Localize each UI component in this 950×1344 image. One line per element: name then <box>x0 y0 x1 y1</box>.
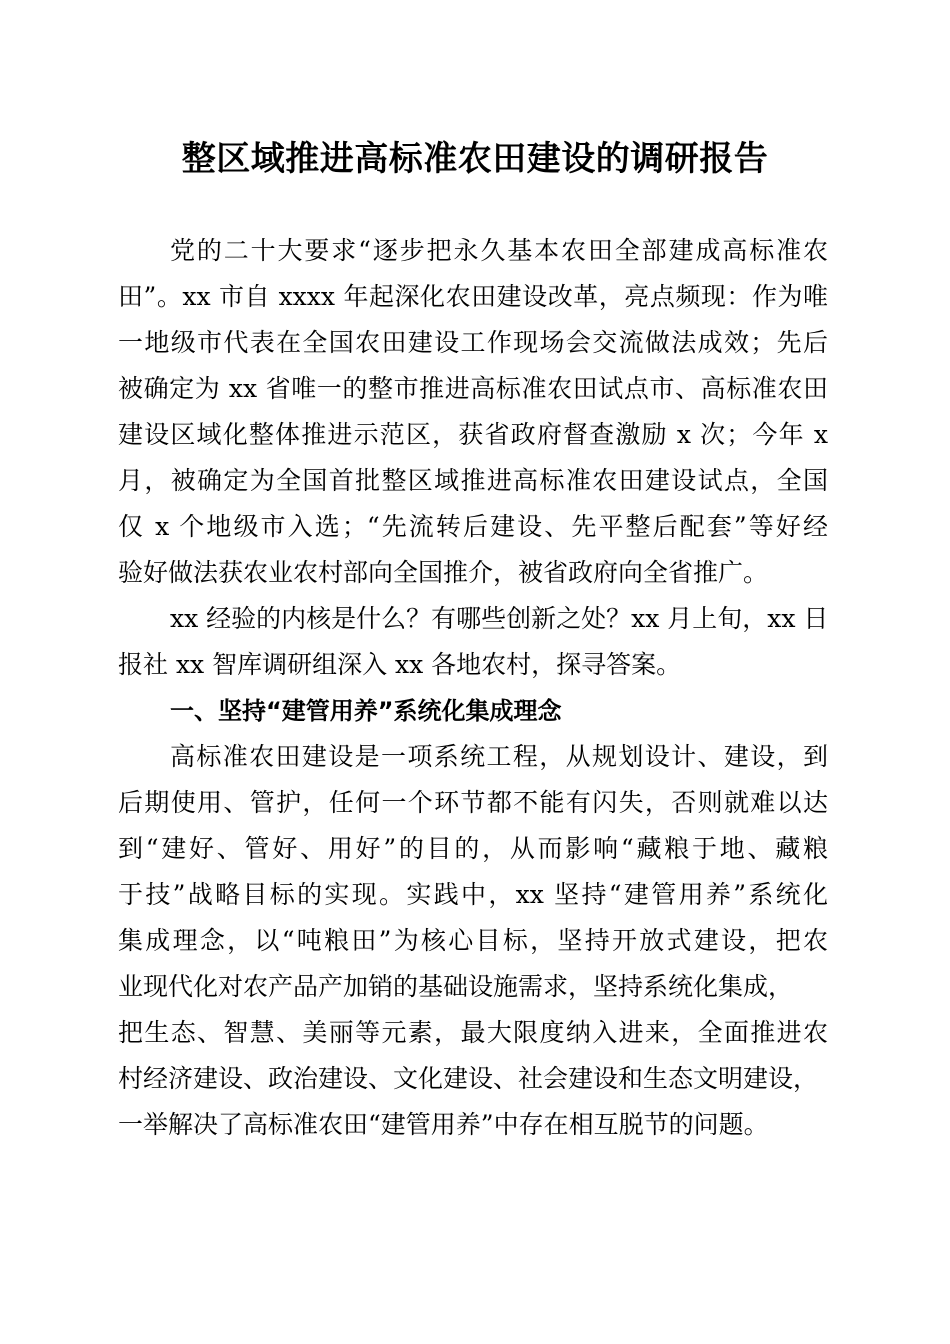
paragraph-line: 建设区域化整体推进示范区，获省政府督查激励 x 次；今年 x <box>118 420 828 449</box>
paragraph-line: 于技”战略目标的实现。实践中，xx 坚持“建管用养”系统化 <box>118 880 828 909</box>
paragraph-line: 后期使用、管护，任何一个环节都不能有闪失，否则就难以达 <box>118 788 828 817</box>
paragraph-line: 被确定为 xx 省唯一的整市推进高标准农田试点市、高标准农田 <box>118 374 828 403</box>
paragraph-line: 验好做法获农业农村部向全国推介，被省政府向全省推广。 <box>118 558 769 587</box>
paragraph-line: 月，被确定为全国首批整区域推进高标准农田建设试点，全国 <box>118 466 828 495</box>
paragraph-line: 报社 xx 智库调研组深入 xx 各地农村，探寻答案。 <box>118 650 682 679</box>
paragraph-line: 高标准农田建设是一项系统工程，从规划设计、建设，到 <box>170 742 828 771</box>
paragraph-line: 党的二十大要求“逐步把永久基本农田全部建成高标准农 <box>170 236 828 265</box>
section-heading: 一、坚持“建管用养”系统化集成理念 <box>170 697 562 725</box>
document-title: 整区域推进高标准农田建设的调研报告 <box>181 139 769 179</box>
paragraph-line: xx 经验的内核是什么？有哪些创新之处？xx 月上旬，xx 日 <box>170 604 829 633</box>
paragraph-line: 仅 x 个地级市入选；“先流转后建设、先平整后配套”等好经 <box>118 512 828 541</box>
paragraph-line: 到“建好、管好、用好”的目的，从而影响“藏粮于地、藏粮 <box>118 834 828 863</box>
paragraph-line: 田”。xx 市自 xxxx 年起深化农田建设改革，亮点频现：作为唯 <box>118 282 828 311</box>
paragraph-line: 业现代化对农产品产加销的基础设施需求，坚持系统化集成， <box>118 972 794 1001</box>
paragraph-line: 把生态、智慧、美丽等元素，最大限度纳入进来，全面推进农 <box>118 1018 828 1047</box>
paragraph-line: 一举解决了高标准农田“建管用养”中存在相互脱节的问题。 <box>118 1110 769 1139</box>
paragraph-line: 集成理念，以“吨粮田”为核心目标，坚持开放式建设，把农 <box>118 926 828 955</box>
paragraph-line: 村经济建设、政治建设、文化建设、社会建设和生态文明建设， <box>118 1064 819 1093</box>
paragraph-line: 一地级市代表在全国农田建设工作现场会交流做法成效；先后 <box>118 328 828 357</box>
